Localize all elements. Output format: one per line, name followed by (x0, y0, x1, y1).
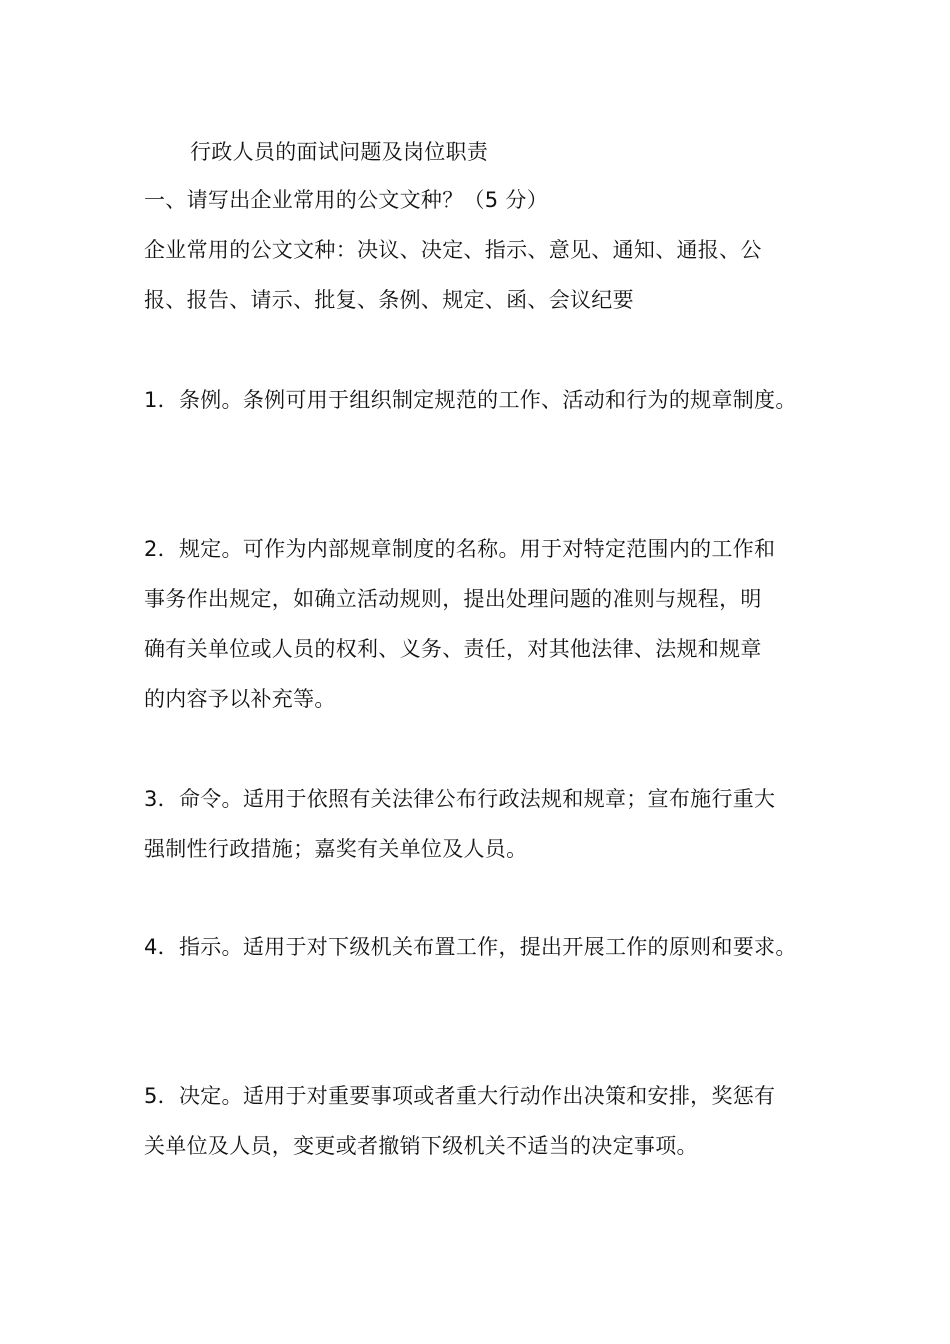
answer-line-1: 企业常用的公文文种：决议、决定、指示、意见、通知、通报、公 (144, 238, 762, 262)
item-2-line-3: 确有关单位或人员的权利、义务、责任，对其他法律、法规和规章 (144, 637, 762, 661)
item-4-line-1: 4．指示。适用于对下级机关布置工作，提出开展工作的原则和要求。 (144, 935, 797, 959)
item-5-line-1: 5．决定。适用于对重要事项或者重大行动作出决策和安排，奖惩有 (144, 1084, 776, 1108)
item-1-line-1: 1．条例。条例可用于组织制定规范的工作、活动和行为的规章制度。 (144, 388, 797, 412)
item-5-line-2: 关单位及人员，变更或者撤销下级机关不适当的决定事项。 (144, 1134, 698, 1158)
item-2-line-2: 事务作出规定，如确立活动规则，提出处理问题的准则与规程，明 (144, 587, 762, 611)
item-2-line-1: 2．规定。可作为内部规章制度的名称。用于对特定范围内的工作和 (144, 537, 776, 561)
question-heading: 一、请写出企业常用的公文文种？（5 分） (144, 188, 549, 212)
item-3-line-2: 强制性行政措施；嘉奖有关单位及人员。 (144, 837, 528, 861)
answer-line-2: 报、报告、请示、批复、条例、规定、函、会议纪要 (144, 288, 634, 312)
item-3-line-1: 3．命令。适用于依照有关法律公布行政法规和规章；宣布施行重大 (144, 787, 776, 811)
item-2-line-4: 的内容予以补充等。 (144, 687, 336, 711)
document-title: 行政人员的面试问题及岗位职责 (190, 140, 489, 164)
